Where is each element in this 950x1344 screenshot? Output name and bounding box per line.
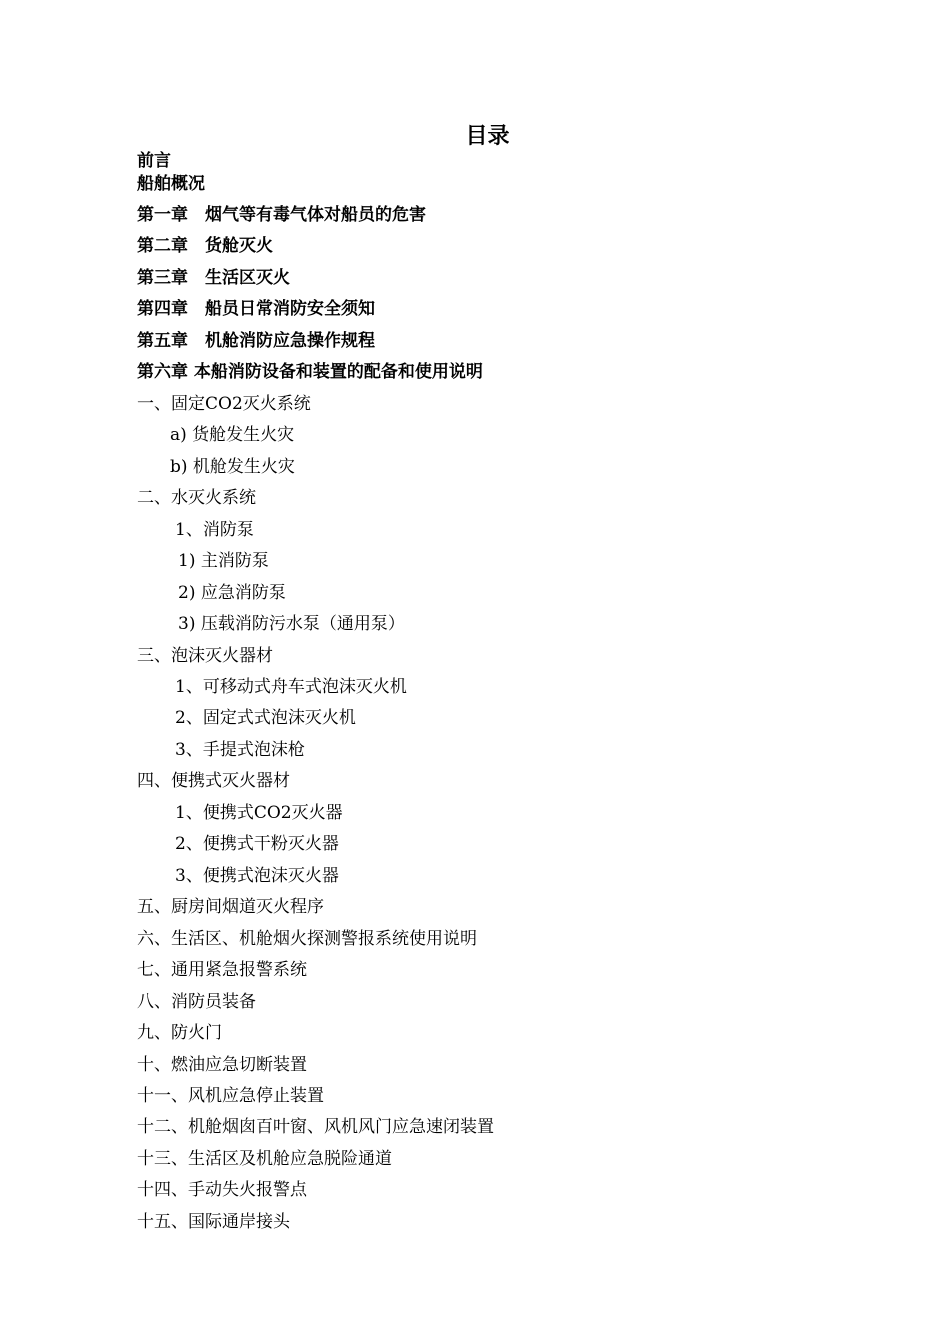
toc-entry-section-10: 十、燃油应急切断装置 — [137, 1055, 307, 1075]
toc-entry-section-2: 二、水灭火系统 — [137, 488, 256, 508]
toc-entry-section-15: 十五、国际通岸接头 — [137, 1212, 290, 1232]
toc-entry-section-5: 五、厨房间烟道灭火程序 — [137, 897, 324, 917]
toc-entry-section-4-3: 3、便携式泡沫灭火器 — [175, 866, 339, 886]
toc-entry-section-8: 八、消防员装备 — [137, 992, 256, 1012]
toc-entry-section-1: 一、固定CO2灭火系统 — [137, 394, 311, 414]
toc-entry-section-3-2: 2、固定式式泡沫灭火机 — [175, 708, 356, 728]
toc-entry-section-13: 十三、生活区及机舱应急脱险通道 — [137, 1149, 392, 1169]
toc-entry-section-2-1-3: 3) 压载消防污水泵（通用泵） — [178, 614, 405, 634]
toc-entry-chapter-1: 第一章 烟气等有毒气体对船员的危害 — [137, 205, 426, 225]
toc-entry-chapter-4: 第四章 船员日常消防安全须知 — [137, 299, 375, 319]
page-title: 目录 — [465, 124, 510, 149]
toc-entry-chapter-3: 第三章 生活区灭火 — [137, 268, 290, 288]
toc-entry-section-12: 十二、机舱烟囱百叶窗、风机风门应急速闭装置 — [137, 1117, 494, 1137]
toc-entry-ship-overview: 船舶概况 — [137, 174, 205, 194]
toc-entry-chapter-5: 第五章 机舱消防应急操作规程 — [137, 331, 375, 351]
toc-entry-section-4: 四、便携式灭火器材 — [137, 771, 290, 791]
toc-entry-section-3-1: 1、可移动式舟车式泡沫灭火机 — [175, 677, 407, 697]
toc-entry-section-9: 九、防火门 — [137, 1023, 222, 1043]
toc-entry-chapter-2: 第二章 货舱灭火 — [137, 236, 273, 256]
toc-entry-section-3: 三、泡沫灭火器材 — [137, 646, 273, 666]
toc-entry-section-4-2: 2、便携式干粉灭火器 — [175, 834, 339, 854]
toc-entry-section-6: 六、生活区、机舱烟火探测警报系统使用说明 — [137, 929, 477, 949]
toc-entry-section-1-a: a) 货舱发生火灾 — [170, 425, 295, 445]
toc-entry-section-7: 七、通用紧急报警系统 — [137, 960, 307, 980]
toc-entry-section-1-b: b) 机舱发生火灾 — [170, 457, 295, 477]
toc-entry-section-4-1: 1、便携式CO2灭火器 — [175, 803, 343, 823]
toc-entry-preface: 前言 — [137, 151, 171, 171]
toc-entry-section-2-1-1: 1) 主消防泵 — [178, 551, 269, 571]
toc-entry-section-2-1: 1、消防泵 — [175, 520, 254, 540]
toc-entry-section-11: 十一、风机应急停止装置 — [137, 1086, 324, 1106]
toc-entry-section-3-3: 3、手提式泡沫枪 — [175, 740, 305, 760]
toc-entry-section-2-1-2: 2) 应急消防泵 — [178, 583, 286, 603]
toc-entry-section-14: 十四、手动失火报警点 — [137, 1180, 307, 1200]
toc-entry-chapter-6: 第六章 本船消防设备和装置的配备和使用说明 — [137, 362, 483, 382]
